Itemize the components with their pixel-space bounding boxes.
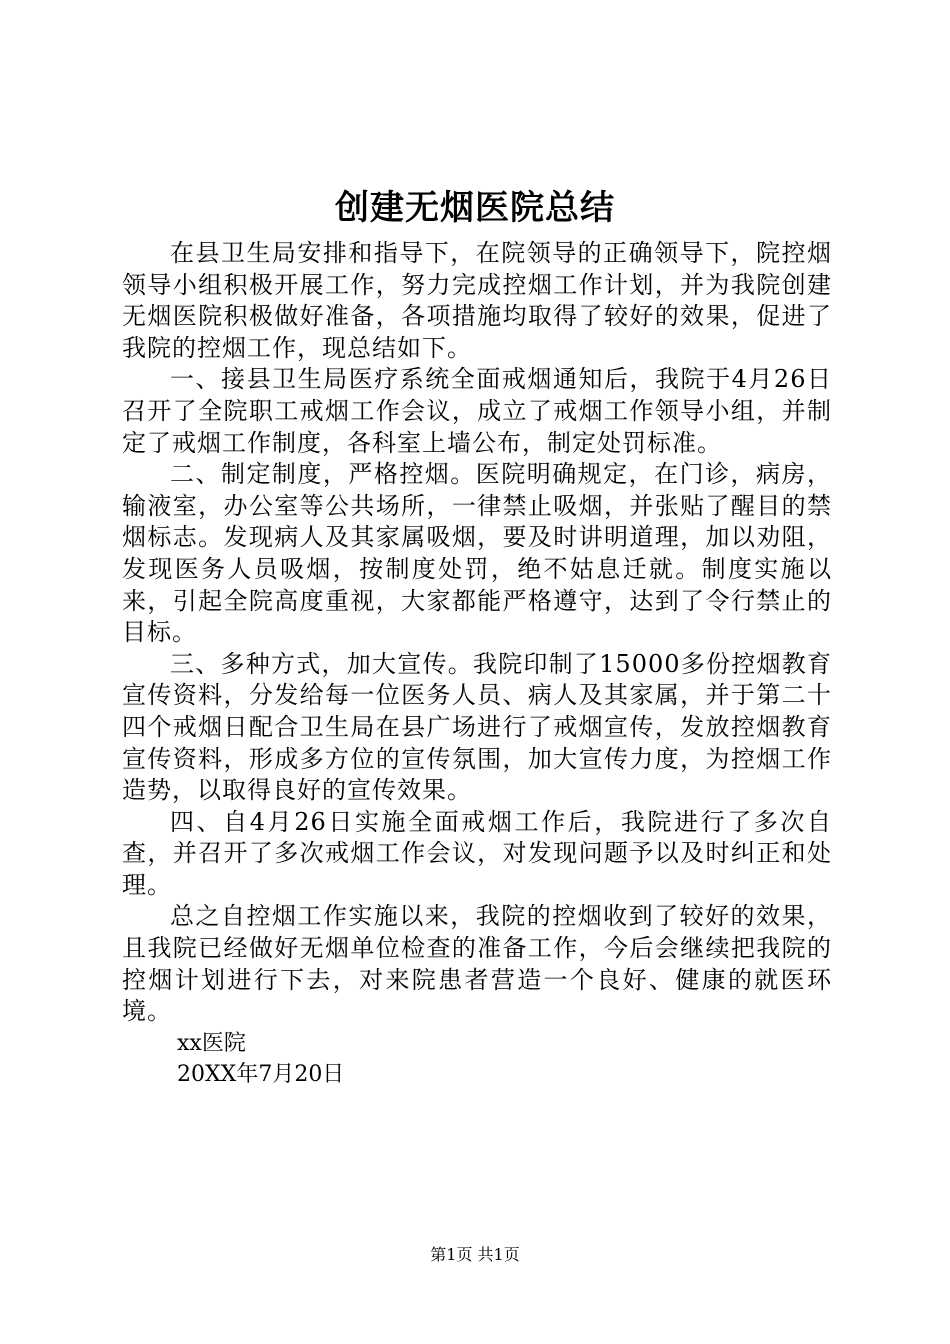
document-title: 创建无烟医院总结: [335, 188, 615, 228]
page-footer: 第1页 共1页: [430, 1245, 520, 1264]
document-body: [122, 238, 832, 1091]
paragraph-item-4: 四、自4月26日实施全面戒烟工作后，我院进行了多次自查，并召开了多次戒烟工作会议，对发现问题予以及时纠正和处理。: [122, 807, 832, 899]
signature-organization: xx医院: [177, 1030, 246, 1056]
paragraph-item-2: 二、制定制度，严格控烟。医院明确规定，在门诊，病房，输液室，办公室等公共场所，一律禁止吸烟，并张贴了醒目的禁烟标志。发现病人及其家属吸烟，要及时讲明道理，加以劝阻，发现医务人员吸烟，按制度处罚，绝不姑息迁就。制度实施以来，引起全院高度重视，大家都能严格遵守，达到了令行禁止的目标。: [122, 460, 832, 647]
paragraph-conclusion: 总之自控烟工作实施以来，我院的控烟收到了较好的效果，且我院已经做好无烟单位检查的准备工作，今后会继续把我院的控烟计划进行下去，对来院患者营造一个良好、健康的就医环境。: [122, 902, 832, 1026]
paragraph-intro: 在县卫生局安排和指导下，在院领导的正确领导下，院控烟领导小组积极开展工作，努力完成控烟工作计划，并为我院创建无烟医院积极做好准备，各项措施均取得了较好的效果，促进了我院的控烟工作，现总结如下。: [122, 239, 832, 362]
paragraph-item-1: 一、接县卫生局医疗系统全面戒烟通知后，我院于4月26日召开了全院职工戒烟工作会议，成立了戒烟工作领导小组，并制定了戒烟工作制度，各科室上墙公布，制定处罚标准。: [122, 365, 832, 457]
paragraph-item-3: 三、多种方式，加大宣传。我院印制了15000多份控烟教育宣传资料，分发给每一位医务人员、病人及其家属，并于第二十四个戒烟日配合卫生局在县广场进行了戒烟宣传，发放控烟教育宣传资料，形成多方位的宣传氛围，加大宣传力度，为控烟工作造势，以取得良好的宣传效果。: [122, 649, 832, 805]
signature-date: 20XX年7月20日: [177, 1062, 345, 1088]
